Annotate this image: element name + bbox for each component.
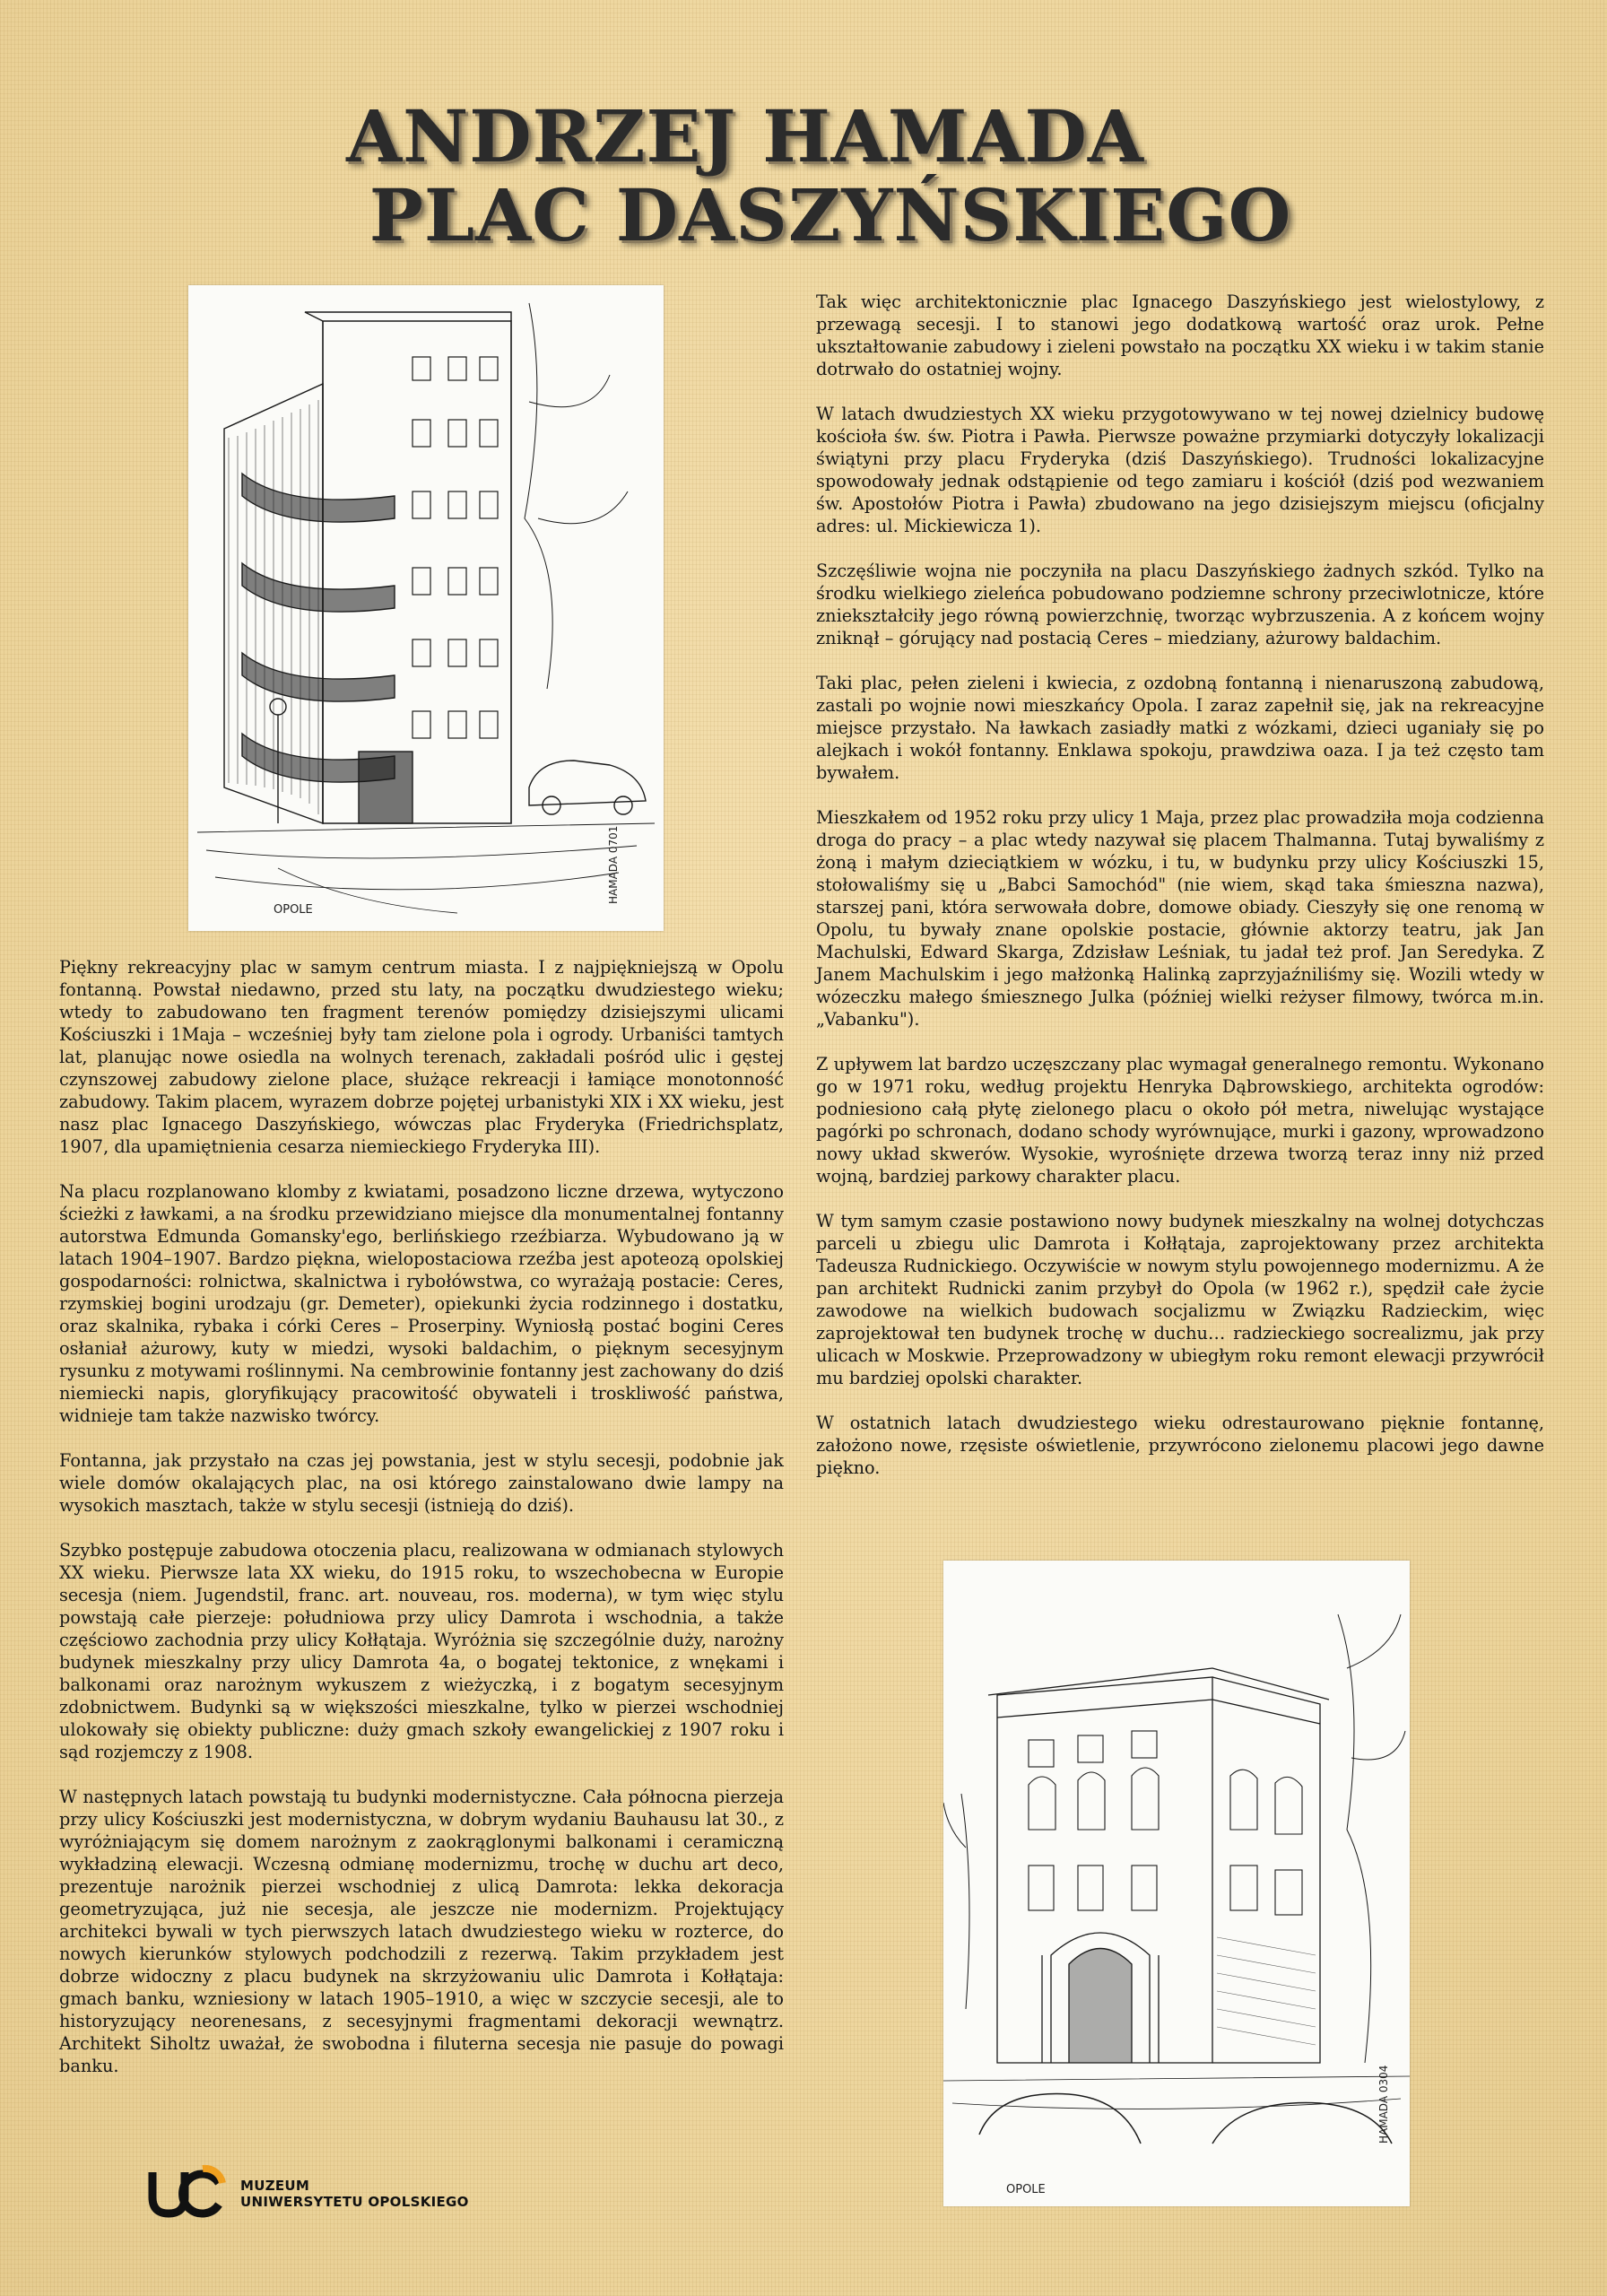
paragraph: Piękny rekreacyjny plac w samym centrum miasta. I z najpiękniejszą w Opolu fontanną. Powstał niedawno, przed stu laty, na początku dwudziestego wieku; wtedy to zabudowano ten fragment terenów pomiędzy dzisiejszymi ulicami Kościuszki i 1Maja – wcześniej były tam zielone pola i ogrody. Urbaniści tamtych lat, planując nowe osiedla na wolnych terenach, zakładali pośród ulic i gęstej czynszowej zabudowy zielone place, służące rekreacji i łamiące monotonność zabudowy. Takim placem, wyrazem dobrze pojętej urbanistyki XIX i XX wieku, jest nasz plac Ignacego Daszyńskiego, wówczas plac Fryderyka (Friedrichsplatz, 1907, dla upamiętnienia cesarza niemieckiego Fryderyka III). xyxy=(59,957,784,1157)
uo-logo-icon xyxy=(147,2163,228,2221)
paragraph: W ostatnich latach dwudziestego wieku odrestaurowano pięknie fontannę, założono nowe, rzęsiste oświetlenie, przywrócono zielonemu placowi jego dawne piękno. xyxy=(816,1413,1544,1478)
right-text-column xyxy=(816,291,1544,1501)
museum-logo xyxy=(147,2163,470,2221)
left-text-column xyxy=(59,956,784,2100)
sketch-drawing xyxy=(188,285,664,931)
sketch-caption-bottom: OPOLE xyxy=(1006,2183,1046,2196)
title-line-2: PLAC DASZYŃSKIEGO xyxy=(369,173,1292,257)
sketch-signature-bottom: HAMADA 0304 xyxy=(1377,2065,1390,2144)
title-line-1: ANDRZEJ HAMADA xyxy=(346,94,1144,178)
sketch-drawing xyxy=(943,1561,1410,2206)
paragraph: W tym samym czasie postawiono nowy budynek mieszkalny na wolnej dotychczas parceli u zbiegu ulic Damrota i Kołłątaja, zaprojektowany przez architekta Tadeusza Rudnickiego. Oczywiście w nowym stylu powojennego modernizmu. A że pan architekt Rudnicki zanim przybył do Opola (w 1962 r.), spędził całe życie zawodowe na wielkich budowach socjalizmu w Związku Radzieckim, więc zaprojektował ten budynek trochę w duchu… radzieckiego socrealizmu, jak przy ulicach w Moskwie. Przeprowadzony w ubiegłym roku remont elewacji przywrócił mu bardziej opolski charakter. xyxy=(816,1211,1544,1388)
paragraph: Tak więc architektonicznie plac Ignacego Daszyńskiego jest wielostylowy, z przewagą secesji. I to stanowi jego dodatkową wartość oraz urok. Pełne ukształtowanie zabudowy i zieleni powstało na początku XX wieku i w takim stanie dotrwało do ostatniej wojny. xyxy=(816,291,1544,379)
sketch-signature-top: HAMADA 0701 xyxy=(607,825,620,904)
paragraph: W latach dwudziestych XX wieku przygotowywano w tej nowej dzielnicy budowę kościoła św. św. Piotra i Pawła. Pierwsze poważne przymiarki dotyczyły lokalizacji świątyni przy placu Fryderyka (dziś Daszyńskiego). Trudności lokalizacyjne spowodowały jednak odstąpienie od tego zamiaru i kościół (dziś pod wezwaniem św. Apostołów Piotra i Pawła) zbudowano na jego dzisiejszym miejscu (oficjalny adres: ul. Mickiewicza 1). xyxy=(816,404,1544,536)
paragraph: Fontanna, jak przystało na czas jej powstania, jest w stylu secesji, podobnie jak wiele domów okalających plac, na osi którego zainstalowano dwie lampy na wysokich masztach, także w stylu secesji (istnieją do dziś). xyxy=(59,1450,784,1516)
logo-line-1: MUZEUM xyxy=(240,2178,310,2194)
page-title xyxy=(0,94,1607,257)
sketch-caption-top: OPOLE xyxy=(274,903,313,917)
logo-line-2: UNIWERSYTETU OPOLSKIEGO xyxy=(240,2194,469,2210)
paragraph: Na placu rozplanowano klomby z kwiatami, posadzono liczne drzewa, wytyczono ścieżki z ławkami, a na środku przewidziano miejsce dla monumentalnej fontanny autorstwa Edmunda Gomansky'ego, berlińskiego rzeźbiarza. Wybudowano ją w latach 1904–1907. Bardzo piękna, wielopostaciowa rzeźba jest apoteozą opolskiej gospodarności: rolnictwa, skalnictwa i rybołówstwa, co wyrażają postacie: Ceres, rzymskiej bogini urodzaju (gr. Demeter), opiekunki życia rodzinnego i dostatku, oraz skalnika, rybaka i córki Ceres – Proserpiny. Wyniosłą postać bogini Ceres osłaniał ażurowy, kuty w miedzi, wysoki baldachim, o pięknym secesyjnym rysunku z motywami roślinnymi. Na cembrowinie fontanny jest zachowany do dziś niemiecki napis, gloryfikujący pracowitość obywateli i troskliwość państwa, widnieje tam także nazwisko twórcy. xyxy=(59,1181,784,1426)
paragraph: Mieszkałem od 1952 roku przy ulicy 1 Maja, przez plac prowadziła moja codzienna droga do pracy – a plac wtedy nazywał się placem Thalmanna. Tutaj bywaliśmy z żoną i małym dzieciątkiem w wózku, i tu, w budynku przy ulicy Kościuszki 15, stołowaliśmy się u „Babci Samochód" (nie wiem, skąd taka śmieszna nazwa), starszej pani, która serwowała dobre, domowe obiady. Cieszyły się one renomą w Opolu, tu bywały znane opolskie postacie, głównie aktorzy teatru, jak Jan Machulski, Edward Skarga, Zdzisław Leśniak, tu jadał też prof. Jan Seredyka. Z Janem Machulskim i jego małżonką Halinką zaprzyjaźniliśmy się. Wozili wtedy w wózeczku małego śmiesznego Julka (później wielki reżyser filmowy, twórca m.in. „Vabanku"). xyxy=(816,807,1545,1030)
sketch-modernist-building xyxy=(188,285,664,931)
paragraph: Z upływem lat bardzo uczęszczany plac wymagał generalnego remontu. Wykonano go w 1971 roku, według projektu Henryka Dąbrowskiego, architekta ogrodów: podniesiono całą płytę zielonego placu o około pół metra, niwelując wystające pagórki po schronach, dodano schody wyrównujące, murki i gazony, wprowadzono nowy układ skwerów. Wysokie, wyrośnięte drzewa tworzą teraz inny niż przed wojną, bardziej parkowy charakter placu. xyxy=(816,1054,1544,1187)
logo-text xyxy=(240,2178,469,2210)
paragraph: W następnych latach powstają tu budynki modernistyczne. Cała północna pierzeja przy ulicy Kościuszki jest modernistyczna, w dobrym wydaniu Bauhausu lat 30., z wyróżniającym się domem narożnym z zaokrąglonymi balkonami i ceramiczną wykładziną elewacji. Wczesną odmianę modernizmu, trochę w duchu art deco, prezentuje narożnik pierzei wschodniej z ulicą Damrota: lekka dekoracja geometryzująca, już nie secesja, ale jeszcze nie modernizm. Projektujący architekci bywali w tych pierwszych latach dwudziestego wieku w rozterce, do nowych kierunków stylowych podchodzili z rezerwą. Takim przykładem jest dobrze widoczny z placu budynek na skrzyżowaniu ulic Damrota i Kołłątaja: gmach banku, wzniesiony w latach 1905–1910, a więc w szczycie secesji, ale to historyzujący neorenesans, z secesyjnymi fragmentami dekoracji wewnątrz. Architekt Siholtz uważał, że swobodna i filuterna secesja nie pasuje do powagi banku. xyxy=(59,1787,784,2076)
paragraph: Taki plac, pełen zieleni i kwiecia, z ozdobną fontanną i nienaruszoną zabudową, zastali po wojnie nowi mieszkańcy Opola. I zaraz zapełnił się, jak na rekreacyjne miejsce przystało. Na ławkach zasiadły matki z wózkami, dzieci uganiały się po alejkach i wokół fontanny. Enklawa spokoju, prawdziwa oaza. I ja też często tam bywałem. xyxy=(816,673,1544,783)
sketch-bank-building xyxy=(943,1561,1410,2206)
paragraph: Szczęśliwie wojna nie poczyniła na placu Daszyńskiego żadnych szkód. Tylko na środku wielkiego zieleńca pobudowano podziemne schrony przeciwlotnicze, które zniekształciły jego równą powierzchnię, tworząc wybrzuszenia. A z końcem wojny zniknął – górujący nad postacią Ceres – miedziany, ażurowy baldachim. xyxy=(816,561,1544,648)
paragraph: Szybko postępuje zabudowa otoczenia placu, realizowana w odmianach stylowych XX wieku. Pierwsze lata XX wieku, do 1915 roku, to wszechobecna w Europie secesja (niem. Jugendstil, franc. art. nouveau, ros. moderna), w tym więc stylu powstają całe pierzeje: południowa przy ulicy Damrota i wschodnia, a także częściowo zachodnia przy ulicy Kołłątaja. Wyróżnia się szczególnie duży, narożny budynek mieszkalny przy ulicy Damrota 4a, o bogatej tektonice, z wnękami i balkonami oraz narożnym wykuszem z wieżyczką, i z bogatym secesyjnym zdobnictwem. Budynki są w większości mieszkalne, tylko w pierzei wschodniej ulokowały się obiekty publiczne: duży gmach szkoły ewangelickiej z 1907 roku i sąd rozjemczy z 1908. xyxy=(59,1540,784,1762)
